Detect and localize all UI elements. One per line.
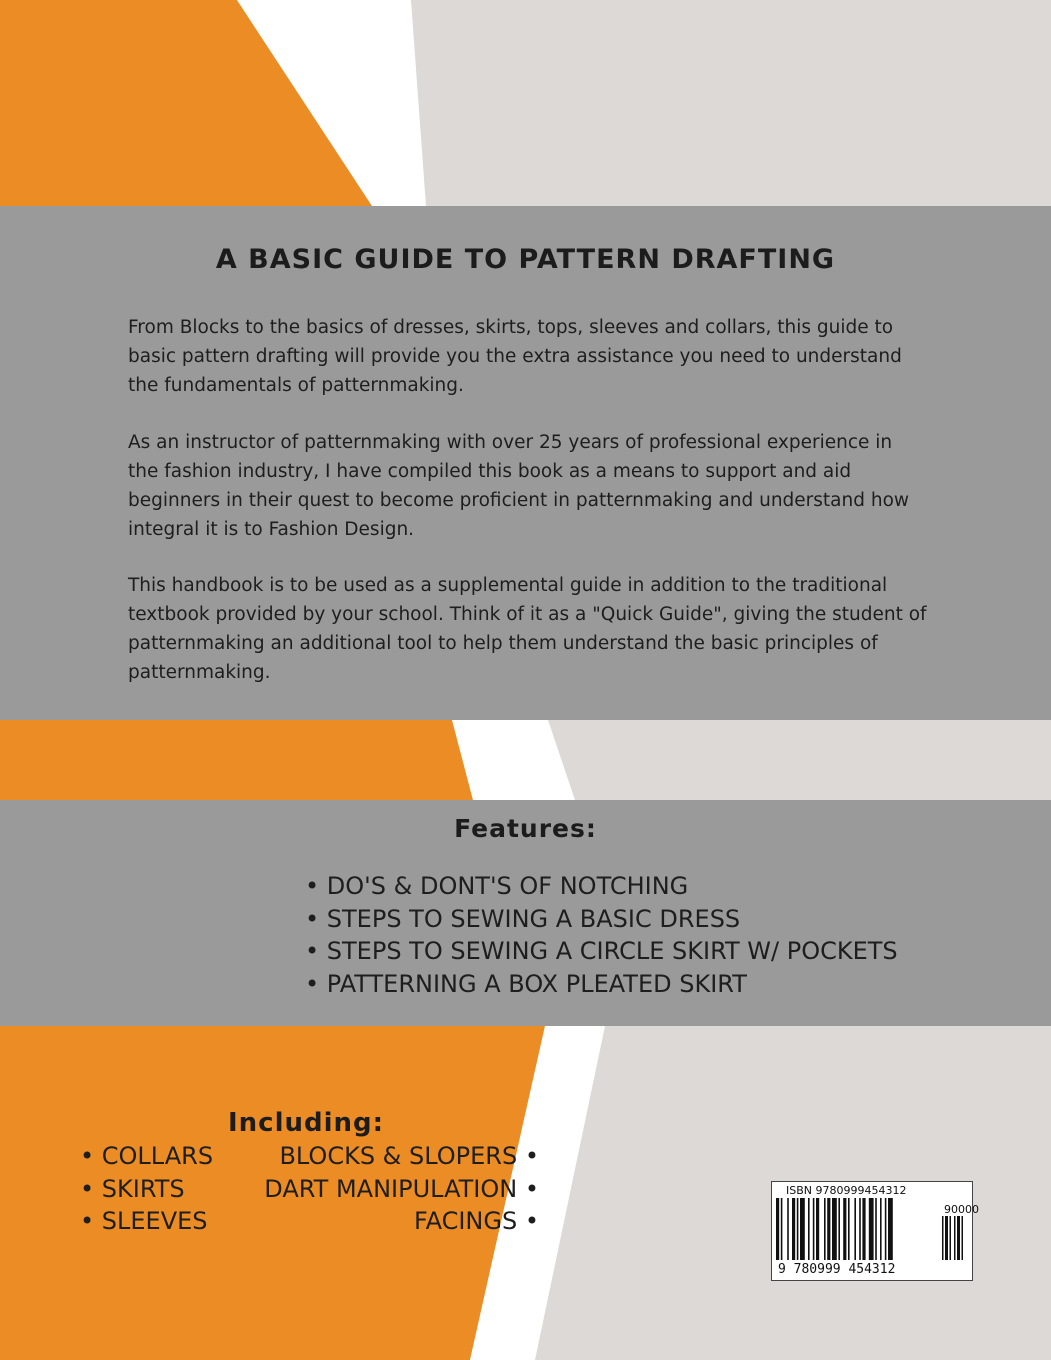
paragraph-usage: This handbook is to be used as a supplemental guide in addition to the traditional textbook provided by your school. Think of it as a "Quick Guide", giving the student of patternmaking an additional tool to help them understand the basic principles of patternmaking. [128, 575, 927, 683]
list-item: • COLLARS [80, 1142, 214, 1170]
barcode-bar [880, 1198, 882, 1260]
barcode-bar [838, 1198, 840, 1260]
barcode-bar [797, 1198, 799, 1260]
list-item: • STEPS TO SEWING A CIRCLE SKIRT W/ POCKETS [305, 937, 898, 965]
barcode-bars [776, 1198, 966, 1264]
barcode-bar [848, 1198, 850, 1260]
barcode-bar [776, 1198, 779, 1260]
barcode-bar [827, 1198, 830, 1260]
barcode-bar [843, 1198, 846, 1260]
barcode-bar [816, 1198, 819, 1260]
barcode-bar [808, 1198, 810, 1260]
barcode-bar [950, 1216, 952, 1260]
barcode-bar [781, 1198, 783, 1260]
paragraph-author: As an instructor of patternmaking with over 25 years of professional experience in the fashion industry, I have compiled this book as a means to support and aid beginners in their quest to become proficient in patternmaking and understand how integral it is to Fashion Design. [128, 432, 910, 540]
list-item: • STEPS TO SEWING A BASIC DRESS [305, 904, 741, 933]
barcode-bar [792, 1198, 795, 1260]
list-item: BLOCKS & SLOPERS • [279, 1142, 539, 1170]
barcode-bar [885, 1198, 887, 1260]
isbn-label: ISBN 9780999454312 [786, 1184, 907, 1197]
list-item: • SLEEVES [80, 1207, 208, 1235]
barcode-bar [942, 1216, 944, 1260]
barcode-addon-digits: 90000 [944, 1203, 979, 1216]
including-list-right [264, 1140, 539, 1238]
barcode-bar [859, 1198, 861, 1260]
barcode-bar [800, 1198, 805, 1260]
page-title: A BASIC GUIDE TO PATTERN DRAFTING [215, 244, 836, 275]
barcode-bar [954, 1216, 956, 1260]
barcode-bar [875, 1198, 877, 1260]
orange-shape-mid [0, 720, 473, 800]
barcode-bar [957, 1216, 960, 1260]
including-heading: Including: [228, 1108, 385, 1138]
barcode-bar [945, 1216, 948, 1260]
paragraph-intro: From Blocks to the basics of dresses, skirts, tops, sleeves and collars, this guide to basic pattern drafting will provide you the extra assistance you need to understand the fundamentals of patternmaking. [128, 317, 902, 396]
barcode-bar [862, 1198, 865, 1260]
barcode-bar [824, 1198, 826, 1260]
list-item: • DO'S & DONT'S OF NOTCHING [305, 872, 689, 900]
barcode-bar [832, 1198, 837, 1260]
list-item: • SKIRTS [80, 1174, 185, 1203]
including-list-left [80, 1140, 213, 1238]
barcode-bar [787, 1198, 789, 1260]
barcode-digits: 9 780999 454312 [778, 1262, 896, 1277]
barcode-bar [854, 1198, 856, 1260]
list-item: DART MANIPULATION • [264, 1174, 539, 1203]
list-item: • PATTERNING A BOX PLEATED SKIRT [305, 969, 747, 998]
list-item: FACINGS • [413, 1207, 539, 1235]
features-heading: Features: [454, 814, 597, 843]
barcode-bar [888, 1198, 893, 1260]
barcode-bar [962, 1216, 964, 1260]
barcode-bar [813, 1198, 815, 1260]
barcode-bar [869, 1198, 874, 1260]
features-list [305, 870, 898, 1000]
